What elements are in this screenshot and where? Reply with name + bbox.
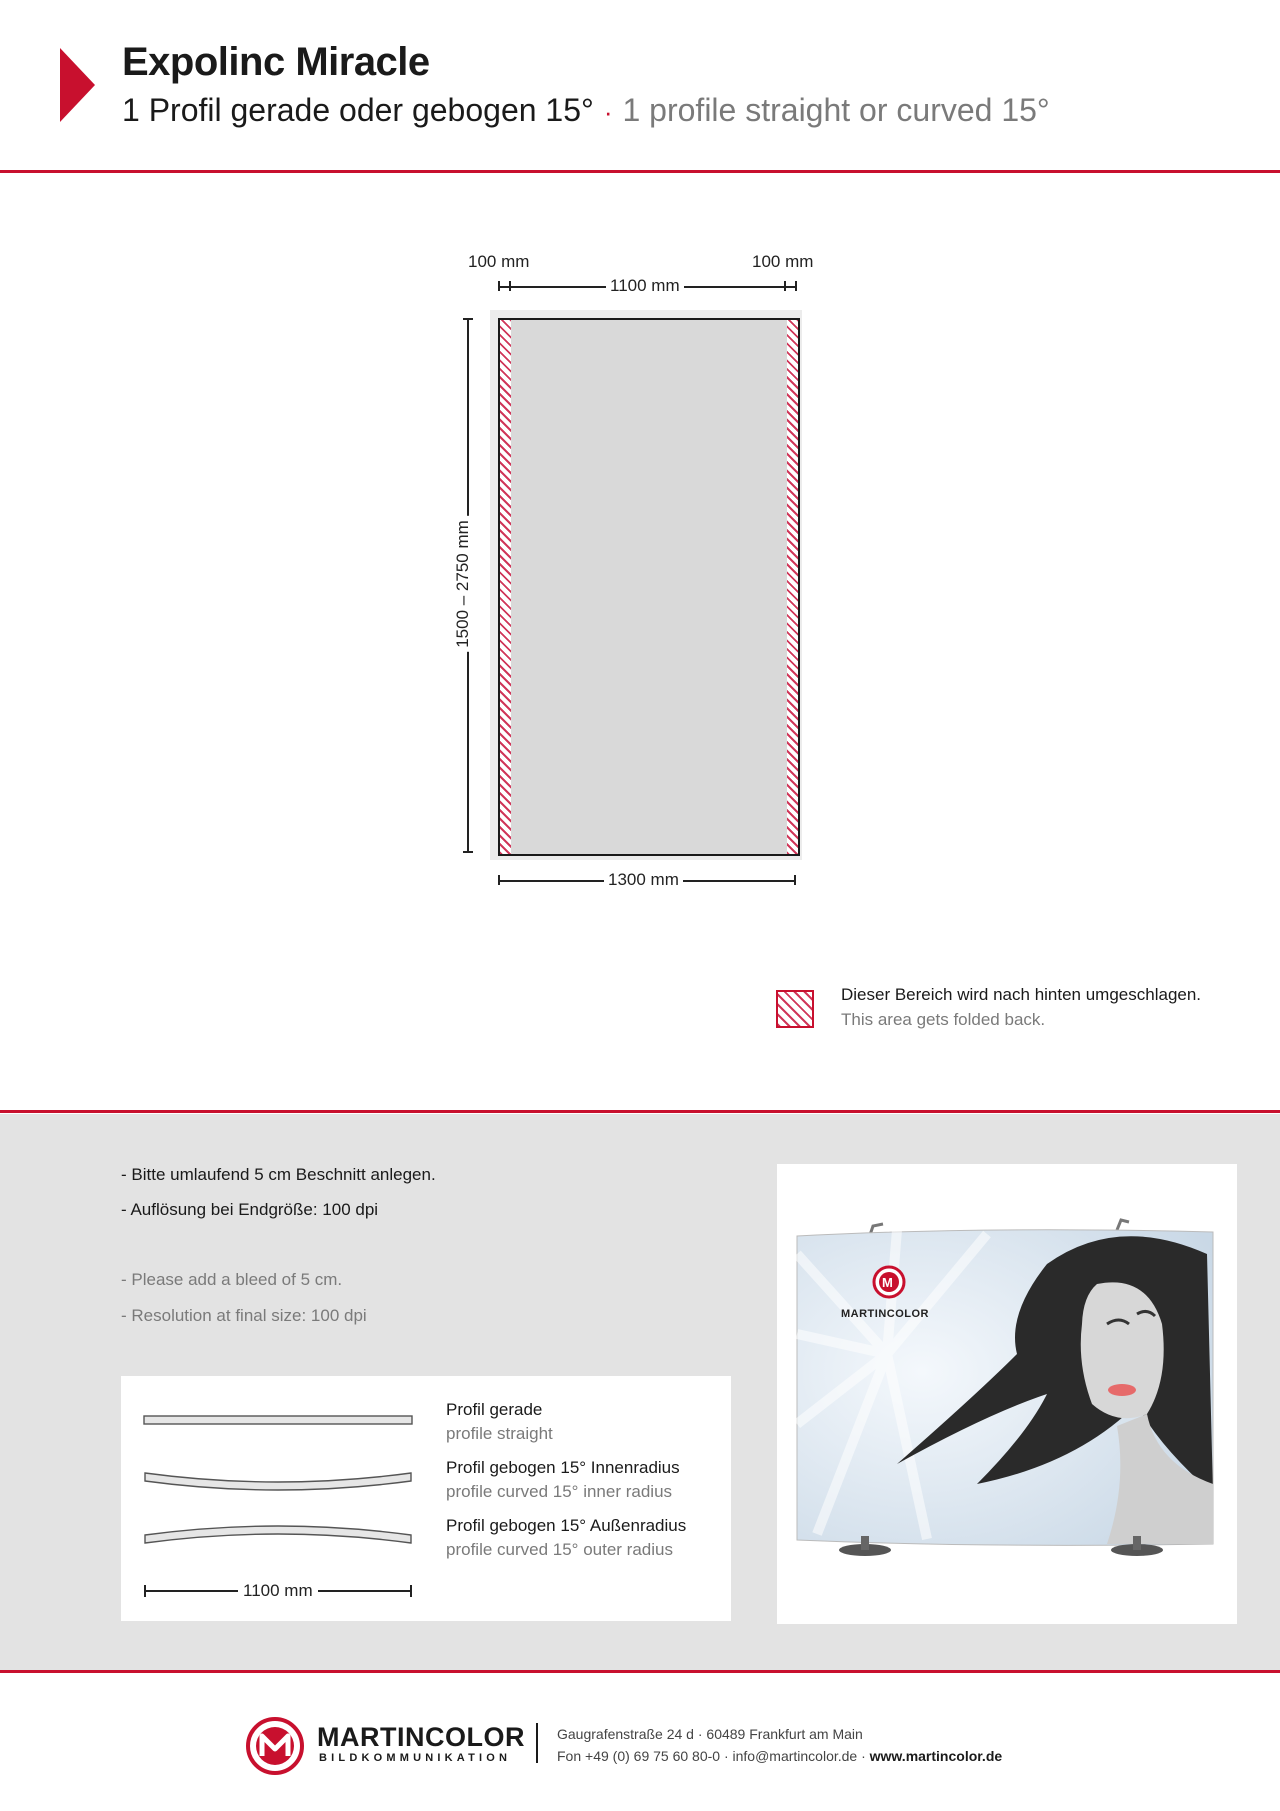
page-title: Expolinc Miracle (122, 40, 430, 84)
fold-area-left (500, 320, 511, 854)
dim-tick (784, 281, 786, 291)
banner-panel (498, 318, 800, 856)
profile-inner-de: Profil gebogen 15° Innenradius (446, 1458, 680, 1477)
note-en-bleed: - Please add a bleed of 5 cm. (121, 1270, 343, 1289)
profile-straight-de: Profil gerade (446, 1400, 543, 1419)
dim-height: 1500 – 2750 mm (453, 516, 473, 652)
profile-straight-diagram (144, 1416, 412, 1424)
product-photo (777, 1164, 1237, 1624)
dim-tick (463, 318, 473, 320)
note-en-resolution: - Resolution at final size: 100 dpi (121, 1306, 367, 1325)
header-arrow-icon (60, 48, 95, 122)
photo-brand: MARTINCOLOR (841, 1308, 929, 1320)
section-divider-bottom (0, 1670, 1280, 1673)
profile-box (121, 1376, 731, 1621)
section-divider-top (0, 1110, 1280, 1113)
dim-visible-width: 1100 mm (606, 276, 684, 296)
dim-total-width: 1300 mm (604, 870, 683, 890)
profile-curved-outer-diagram (145, 1526, 411, 1543)
footer-divider (536, 1723, 538, 1763)
fold-area-swatch-icon (776, 990, 814, 1028)
dim-tick (498, 281, 500, 291)
photo-logo-icon (874, 1267, 904, 1297)
subtitle-separator: · (603, 97, 613, 127)
profile-inner-en: profile curved 15° inner radius (446, 1482, 673, 1501)
profile-outer-en: profile curved 15° outer radius (446, 1540, 673, 1559)
footer-company: MARTINCOLOR (317, 1722, 525, 1752)
page-subtitle (122, 92, 1050, 129)
footer-tagline: BILDKOMMUNIKATION (319, 1752, 512, 1764)
profile-length-label: 1100 mm (239, 1581, 317, 1601)
profile-curved-inner-diagram (145, 1473, 411, 1490)
dim-tick (509, 281, 511, 291)
fold-area-right (787, 320, 798, 854)
note-de-bleed: - Bitte umlaufend 5 cm Beschnitt anlegen. (121, 1165, 436, 1184)
profile-straight-en: profile straight (446, 1424, 553, 1443)
note-de-resolution: - Auflösung bei Endgröße: 100 dpi (121, 1200, 379, 1219)
footer-contact-info: Fon +49 (0) 69 75 60 80-0 · info@martincolor.de · (557, 1748, 870, 1764)
footer-address: Gaugrafenstraße 24 d · 60489 Frankfurt am Main (557, 1726, 863, 1742)
martincolor-logo-icon (240, 1716, 310, 1776)
header-divider (0, 170, 1280, 173)
profile-outer-de: Profil gebogen 15° Außenradius (446, 1516, 687, 1535)
legend-text-en: This area gets folded back. (841, 1010, 1046, 1029)
dim-tick (795, 281, 797, 291)
dim-margin-right: 100 mm (748, 252, 817, 272)
dim-tick (794, 875, 796, 885)
subtitle-en: 1 profile straight or curved 15° (622, 92, 1050, 128)
footer-contact (557, 1748, 1002, 1764)
dim-tick (463, 851, 473, 853)
dim-margin-left: 100 mm (464, 252, 533, 272)
legend-text-de: Dieser Bereich wird nach hinten umgeschlagen. (841, 985, 1202, 1004)
svg-text:M: M (882, 1275, 893, 1290)
footer-website-link[interactable]: www.martincolor.de (869, 1748, 1003, 1764)
dim-tick (498, 875, 500, 885)
product-illustration (777, 1164, 1237, 1624)
subtitle-de: 1 Profil gerade oder gebogen 15° (122, 92, 594, 128)
